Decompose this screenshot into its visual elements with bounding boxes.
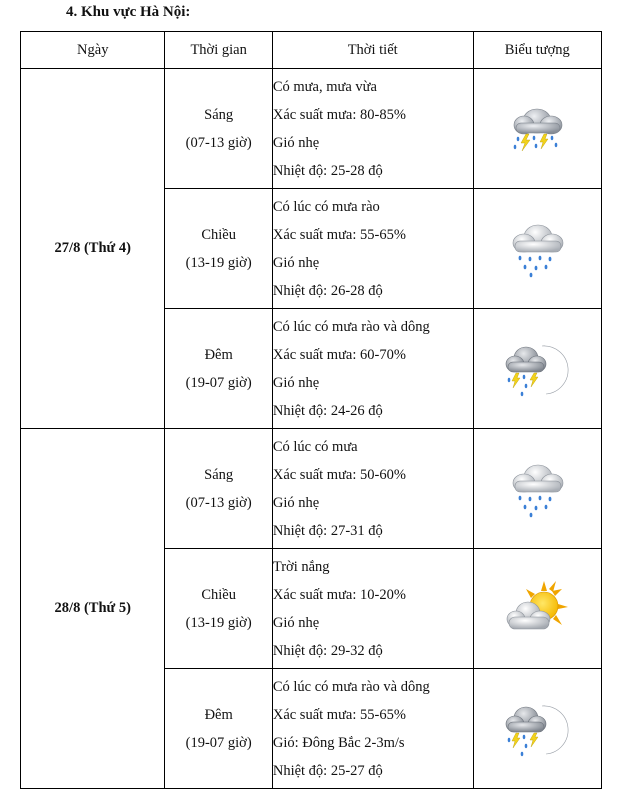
period-hours: (07-13 giờ) (185, 494, 252, 511)
time-cell (165, 549, 272, 669)
rain-probability: Xác suất mưa: 55-65% (272, 226, 406, 243)
icon-cell (473, 309, 601, 429)
weather-cell (272, 69, 473, 189)
period-name: Sáng (204, 106, 234, 123)
weather-condition: Trời nắng (272, 558, 330, 575)
wind-info: Gió nhẹ (272, 254, 320, 271)
sun-cloud-icon (504, 579, 570, 639)
wind-info: Gió nhẹ (272, 134, 320, 151)
cloud-rain-icon (506, 219, 568, 279)
period-hours: (19-07 giờ) (185, 734, 252, 751)
section-heading: 4. Khu vực Hà Nội: (66, 4, 191, 20)
time-cell (165, 69, 272, 189)
icon-cell (473, 429, 601, 549)
temperature: Nhiệt độ: 26-28 độ (272, 282, 383, 299)
rain-probability: Xác suất mưa: 10-20% (272, 586, 406, 603)
rain-probability: Xác suất mưa: 60-70% (272, 346, 406, 363)
period-hours: (19-07 giờ) (185, 374, 252, 391)
period-name: Chiều (201, 226, 236, 243)
weather-cell (272, 669, 473, 789)
weather-cell (272, 429, 473, 549)
date-cell: 27/8 (Thứ 4) (21, 69, 165, 429)
weather-cell (272, 189, 473, 309)
weather-condition: Có lúc có mưa (272, 438, 358, 455)
night-thunderstorm-icon (502, 336, 572, 402)
icon-cell (473, 549, 601, 669)
rain-probability: Xác suất mưa: 50-60% (272, 466, 406, 483)
weather-cell (272, 549, 473, 669)
wind-info: Gió: Đông Bắc 2-3m/s (272, 734, 405, 751)
icon-cell (473, 669, 601, 789)
forecast-table (20, 31, 602, 789)
time-cell (165, 309, 272, 429)
weather-condition: Có mưa, mưa vừa (272, 78, 377, 95)
period-name: Đêm (204, 346, 233, 363)
period-hours: (13-19 giờ) (185, 614, 252, 631)
wind-info: Gió nhẹ (272, 374, 320, 391)
column-header-weather: Thời tiết (272, 32, 473, 69)
temperature: Nhiệt độ: 29-32 độ (272, 642, 383, 659)
temperature: Nhiệt độ: 25-27 độ (272, 762, 383, 779)
period-hours: (13-19 giờ) (185, 254, 252, 271)
wind-info: Gió nhẹ (272, 494, 320, 511)
temperature: Nhiệt độ: 24-26 độ (272, 402, 383, 419)
date-cell: 28/8 (Thứ 5) (21, 429, 165, 789)
period-name: Sáng (204, 466, 234, 483)
rain-probability: Xác suất mưa: 55-65% (272, 706, 406, 723)
table-row (21, 69, 602, 189)
icon-cell (473, 69, 601, 189)
column-header-date: Ngày (21, 32, 165, 69)
temperature: Nhiệt độ: 25-28 độ (272, 162, 383, 179)
rain-probability: Xác suất mưa: 80-85% (272, 106, 406, 123)
wind-info: Gió nhẹ (272, 614, 320, 631)
icon-cell (473, 189, 601, 309)
column-header-icon: Biểu tượng (473, 32, 601, 69)
night-thunderstorm-icon (502, 696, 572, 762)
period-name: Chiều (201, 586, 236, 603)
period-hours: (07-13 giờ) (185, 134, 252, 151)
table-row (21, 429, 602, 549)
time-cell (165, 189, 272, 309)
time-cell (165, 429, 272, 549)
cloud-rain-icon (506, 459, 568, 519)
time-cell (165, 669, 272, 789)
temperature: Nhiệt độ: 27-31 độ (272, 522, 383, 539)
column-header-time: Thời gian (165, 32, 272, 69)
period-name: Đêm (204, 706, 233, 723)
weather-condition: Có lúc có mưa rào (272, 198, 380, 215)
weather-condition: Có lúc có mưa rào và dông (272, 318, 430, 335)
cloud-thunder-rain-icon (506, 101, 568, 157)
table-header-row (21, 32, 602, 69)
weather-cell (272, 309, 473, 429)
weather-condition: Có lúc có mưa rào và dông (272, 678, 430, 695)
